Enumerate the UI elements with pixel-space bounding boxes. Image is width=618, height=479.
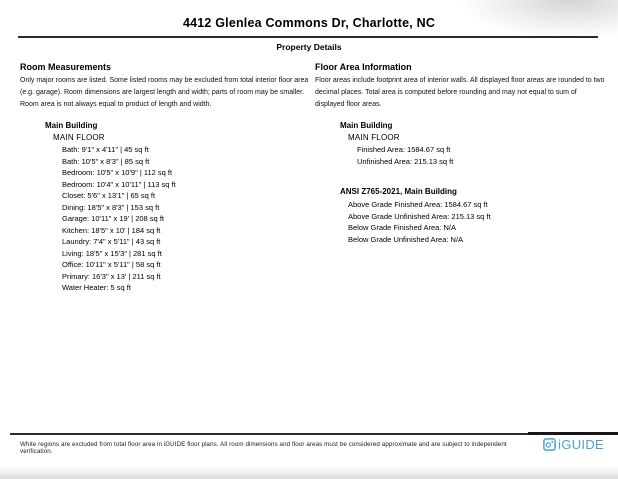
iguide-logo (543, 437, 604, 452)
footer-divider (10, 433, 618, 435)
room-item: Water Heater: 5 sq ft (62, 283, 131, 292)
main-building-rooms (45, 121, 312, 294)
ansi-area-list (348, 199, 607, 245)
floor-area-description: Floor areas include footprint area of interior walls. All displayed floor areas are rounded to two decimal places. Total area is computed before rounding and may not equal to sum of displayed floor areas. (315, 77, 605, 108)
building-name: Main Building (45, 121, 98, 130)
main-building-areas (340, 121, 607, 167)
room-item: Laundry: 7'4" x 5'11" | 43 sq ft (62, 237, 161, 246)
iguide-logo-icon (543, 438, 556, 451)
page-bottom-shadow (0, 465, 618, 479)
footer-disclaimer: White regions are excluded from total floor area in iGUIDE floor plans. All room dimensions and floor areas must be considered approximate and are subject to independent verification. (20, 441, 507, 455)
room-item: Garage: 10'11" x 19' | 208 sq ft (62, 214, 164, 223)
room-item: Office: 10'11" x 5'11" | 58 sq ft (62, 260, 161, 269)
room-item: Dining: 18'5" x 8'3" | 153 sq ft (62, 202, 160, 212)
section-title-floor-area: Floor Area Information (315, 62, 412, 72)
building-name: Main Building (340, 121, 393, 130)
header-divider (18, 36, 598, 38)
footer-divider-dark-segment (528, 432, 618, 435)
floor-name: MAIN FLOOR (53, 133, 105, 142)
room-measurements-description: Only major rooms are listed. Some listed rooms may be excluded from total interior floor area (e.g. garage). Room dimensions are largest length and width; parts of room may be smaller. Room area is not always equal to product of length and width. (20, 77, 309, 108)
page-subtitle: Property Details (276, 42, 342, 52)
page-title: 4412 Glenlea Commons Dr, Charlotte, NC (182, 16, 436, 30)
ansi-section (340, 187, 607, 245)
room-item: Living: 18'5" x 15'3" | 281 sq ft (62, 248, 162, 258)
room-item: Primary: 16'3" x 13' | 211 sq ft (62, 271, 161, 281)
area-list (357, 144, 607, 167)
room-item: Bedroom: 10'5" x 10'9" | 112 sq ft (62, 168, 173, 177)
ansi-area-item: Below Grade Unfinished Area: N/A (348, 234, 464, 244)
room-measurements-section (20, 62, 312, 294)
iguide-logo-text: iGUIDE (558, 437, 604, 452)
room-item: Bedroom: 10'4" x 10'11" | 113 sq ft (62, 179, 176, 189)
section-title-room-measurements: Room Measurements (20, 62, 112, 72)
ansi-area-item: Above Grade Unfinished Area: 215.13 sq ft (348, 211, 491, 221)
floor-area-section (315, 62, 607, 245)
area-item: Finished Area: 1584.67 sq ft (357, 145, 451, 154)
floor-name: MAIN FLOOR (348, 133, 400, 142)
room-item: Closet: 5'6" x 13'1" | 65 sq ft (62, 191, 156, 200)
ansi-area-item: Below Grade Finished Area: N/A (348, 223, 456, 232)
room-item: Bath: 10'5" x 8'3" | 85 sq ft (62, 156, 150, 166)
ansi-area-item: Above Grade Finished Area: 1584.67 sq ft (348, 200, 488, 209)
area-item: Unfinished Area: 215.13 sq ft (357, 156, 454, 166)
room-item: Kitchen: 18'5" x 10' | 184 sq ft (62, 225, 161, 235)
room-item: Bath: 9'1" x 4'11" | 45 sq ft (62, 145, 149, 154)
room-list (62, 144, 312, 294)
ansi-title: ANSI Z765-2021, Main Building (340, 187, 457, 196)
